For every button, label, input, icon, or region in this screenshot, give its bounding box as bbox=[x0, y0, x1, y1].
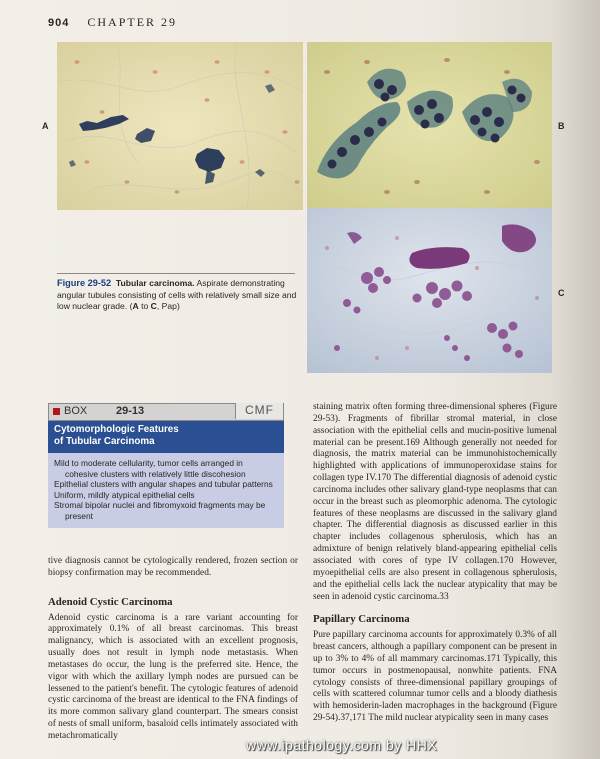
box-tag: CMF bbox=[235, 403, 283, 419]
figure-caption bbox=[57, 278, 297, 313]
panel-label-c: C bbox=[558, 288, 565, 298]
box-list-item: Epithelial clusters with angular shapes and tubular patterns bbox=[54, 479, 273, 490]
section-heading-papillary: Papillary Carcinoma bbox=[313, 613, 410, 626]
running-header bbox=[48, 15, 177, 30]
figure-caption-ref-close: , Pap) bbox=[156, 301, 180, 311]
box-list-item: Stromal bipolar nuclei and fibromyxoid fragments may be present bbox=[54, 500, 266, 521]
box-title-line-2: of Tubular Carcinoma bbox=[54, 436, 155, 447]
box-title-line-1: Cytomorphologic Features bbox=[54, 424, 179, 435]
box-marker-icon bbox=[53, 408, 60, 415]
micrograph-panel-b bbox=[307, 42, 552, 208]
box-list-item: Mild to moderate cellularity, tumor cells arranged in cohesive clusters with relatively little discohesion bbox=[54, 458, 246, 479]
watermark-text: www.ipathology.com by HHX bbox=[246, 737, 438, 753]
caption-divider bbox=[57, 273, 295, 274]
figure-title: Tubular carcinoma. bbox=[115, 278, 195, 288]
right-paragraph-1: staining matrix often forming three-dimensional spheres (Figure 29-53). Fragments of fibrillar stromal material, in close association with the epithelial cells and mucin-positive lumenal material can be present.169 Although generally not needed for diagnosis, the matrix material can be immunohistochemically highlighted with applications of immunoperoxidase stains for collagen type IV.170 The differential diagnosis of adenoid cystic carcinoma includes other salivary gland-type neoplasms that can occur in the breast such as pleomorphic adenoma. The cytologic features of these neoplasms are discussed in the salivary gland chapter. The differential diagnosis as discussed earlier in this chapter includes collagenous spherulosis, which has an admixture of benign relatively bland-appearing epithelial cells associated with cores of type IV collagen.170 However, myoepithelial cells are also present in collagenous spherulosis, and the epithelial cells lack the nuclear atypicality that may be seen in adenoid cystic carcinoma.33 bbox=[313, 402, 557, 602]
papillary-paragraph: Pure papillary carcinoma accounts for approximately 0.3% of all breast cancers, although a papillary component can be present in up to 3% to 4% of all mammary carcinomas.171 Typically, this tumor occurs in postmenopausal, nonwhite patients. FNA cytology consists of three-dimensional papillary groupings of cells with scattered columnar tumor cells and a bloody diathesis with hemosiderin-laden macrophages in the background (Figure 29-54).37,171 The mild nuclear atypicality seen in many cases bbox=[313, 630, 557, 724]
figure-caption-ref-a: A bbox=[132, 301, 139, 311]
adenoid-cystic-paragraph: Adenoid cystic carcinoma is a rare variant accounting for approximately 0.1% of all breast carcinomas. This breast malignancy, which is associated with an excellent prognosis, usually does not result in lymph node metastasis. When metastases do occur, the lung is the preferred site. Hence, the vigor with which the axillary lymph nodes are pursued can be lessened to the patient's benefit. The cytologic features of adenoid cystic carcinoma of the breast are identical to the FNA findings of its more common salivary gland counterpart. The smears consist of nests of small uniform, basaloid cells intimately associated with metachromatically bbox=[48, 612, 298, 741]
panel-label-a: A bbox=[42, 121, 49, 131]
micrograph-panel-a bbox=[57, 42, 303, 210]
box-number: 29-13 bbox=[116, 405, 145, 417]
figure-caption-text: Aspirate demonstrating angular tubules consisting of cells with relatively small size and low nuclear grade. bbox=[57, 278, 297, 311]
micrograph-panel-c bbox=[307, 208, 552, 373]
left-text-column bbox=[48, 556, 298, 743]
left-intro-paragraph: tive diagnosis cannot be cytologically rendered, frozen section or biopsy confirmation may be recommended. bbox=[48, 556, 298, 578]
box-list-item: Uniform, mildly atypical epithelial cells bbox=[54, 489, 195, 500]
figure-caption-ref-c: C bbox=[150, 301, 157, 311]
chapter-title: CHAPTER 29 bbox=[87, 15, 178, 29]
box-title bbox=[48, 421, 284, 453]
box-feature-list bbox=[48, 453, 284, 528]
box-header bbox=[48, 403, 284, 421]
feature-box bbox=[48, 403, 284, 528]
section-heading-adenoid-cystic: Adenoid Cystic Carcinoma bbox=[48, 595, 173, 608]
panel-label-b: B bbox=[558, 121, 565, 131]
figure-number: Figure 29-52 bbox=[57, 278, 112, 288]
figure-caption-ref-open: ( bbox=[129, 301, 133, 311]
right-text-column bbox=[313, 402, 557, 725]
figure-caption-ref-to: to bbox=[138, 301, 151, 311]
page-number: 904 bbox=[48, 17, 70, 29]
box-label: BOX bbox=[64, 405, 88, 417]
